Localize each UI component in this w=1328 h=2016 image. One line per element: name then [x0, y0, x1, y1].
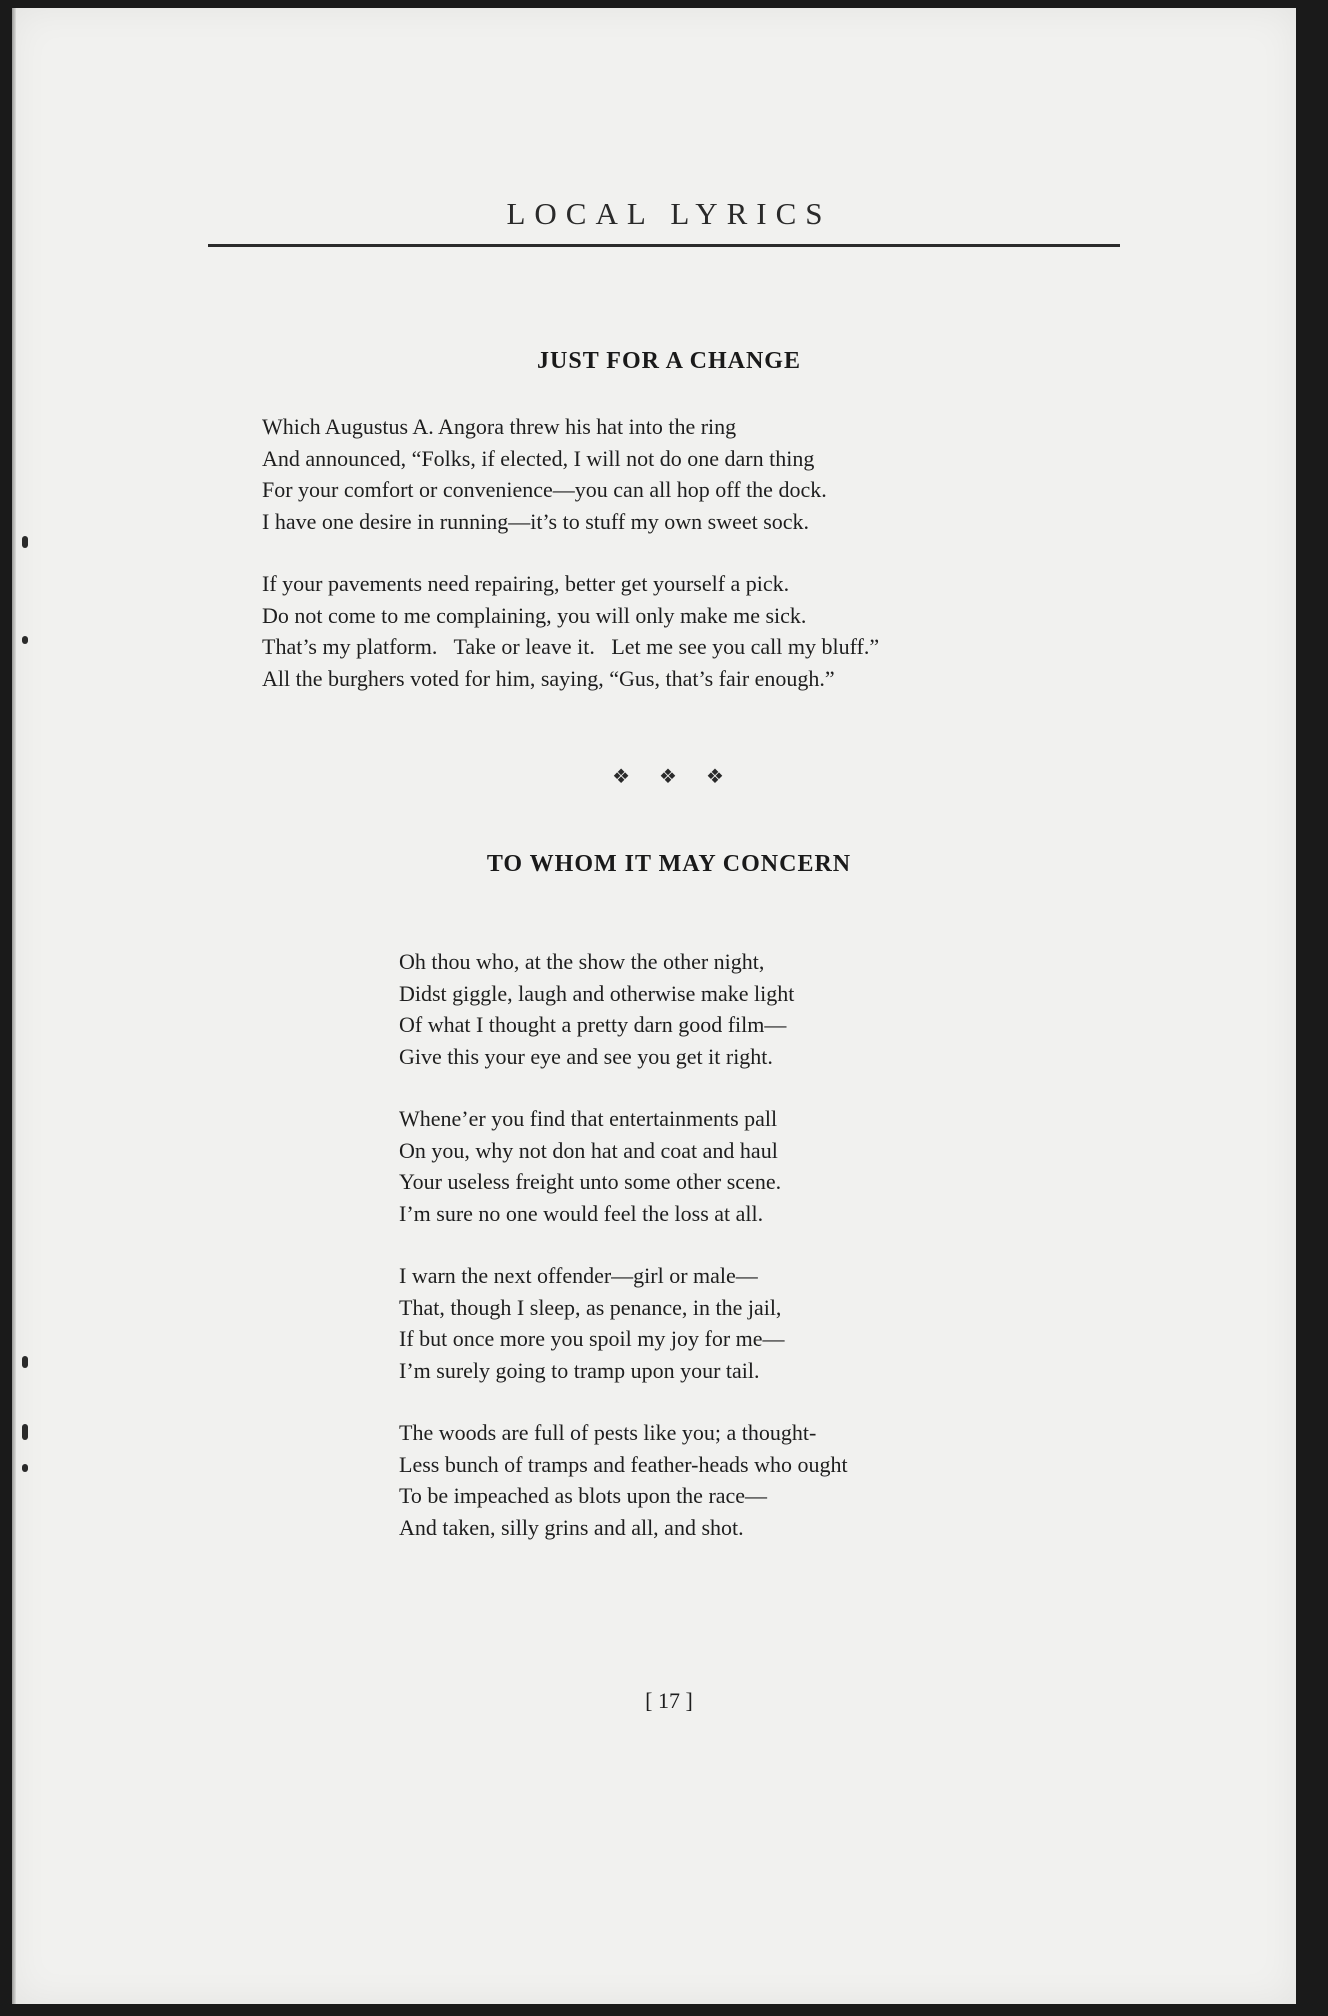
page-number: [ 17 ] — [645, 1688, 693, 1713]
verse-line: That’s my platform. Take or leave it. Let me see you call my bluff.” — [262, 634, 880, 659]
verse-line: Of what I thought a pretty darn good film— — [399, 1012, 787, 1037]
verse-line: Oh thou who, at the show the other night, — [399, 949, 765, 974]
running-head: LOCAL LYRICS — [506, 196, 832, 231]
stanza — [399, 946, 794, 1072]
verse-line: I’m surely going to tramp upon your tail. — [399, 1357, 760, 1383]
stanza — [262, 411, 827, 537]
section-ornament: ❖ ❖ ❖ — [612, 766, 736, 788]
verse-line: And announced, “Folks, if elected, I will not do one darn thing — [262, 445, 815, 471]
verse-line: Give this your eye and see you get it right. — [399, 1043, 773, 1069]
verse-line: For your comfort or convenience—you can all hop off the dock. — [262, 477, 827, 502]
verse-line: Less bunch of tramps and feather-heads who ought — [399, 1451, 848, 1477]
binding-mark — [22, 536, 28, 548]
verse-line: Your useless freight unto some other scene. — [399, 1169, 782, 1194]
verse-line: Didst giggle, laugh and otherwise make light — [399, 980, 795, 1006]
verse-line: To be impeached as blots upon the race— — [399, 1483, 768, 1508]
binding-mark — [22, 1424, 28, 1440]
verse-line: Which Augustus A. Angora threw his hat into the ring — [262, 414, 737, 439]
verse-line: The woods are full of pests like you; a thought- — [399, 1420, 817, 1445]
book-page — [12, 8, 1296, 2004]
verse-line: All the burghers voted for him, saying, “Gus, that’s fair enough.” — [262, 665, 835, 691]
stanza — [399, 1417, 848, 1543]
verse-line: On you, why not don hat and coat and haul — [399, 1137, 778, 1163]
stanza — [399, 1260, 785, 1386]
stanza — [399, 1103, 781, 1229]
poem-title: TO WHOM IT MAY CONCERN — [486, 851, 852, 877]
verse-line: That, though I sleep, as penance, in the jail, — [399, 1294, 782, 1320]
binding-mark — [22, 1464, 28, 1472]
verse-line: I have one desire in running—it’s to stuff my own sweet sock. — [262, 508, 810, 534]
binding-mark — [22, 636, 28, 644]
poem-title: JUST FOR A CHANGE — [537, 348, 801, 374]
verse-line: Do not come to me complaining, you will only make me sick. — [262, 602, 807, 628]
verse-line: If but once more you spoil my joy for me— — [399, 1326, 785, 1351]
verse-line: If your pavements need repairing, better get yourself a pick. — [262, 571, 790, 596]
stanza — [262, 568, 879, 694]
verse-line: I warn the next offender—girl or male— — [399, 1263, 758, 1288]
binding-mark — [22, 1356, 28, 1368]
header-rule — [208, 244, 1120, 247]
verse-line: And taken, silly grins and all, and shot. — [399, 1514, 744, 1540]
verse-line: Whene’er you find that entertainments pall — [399, 1106, 778, 1131]
verse-line: I’m sure no one would feel the loss at all. — [399, 1200, 764, 1226]
